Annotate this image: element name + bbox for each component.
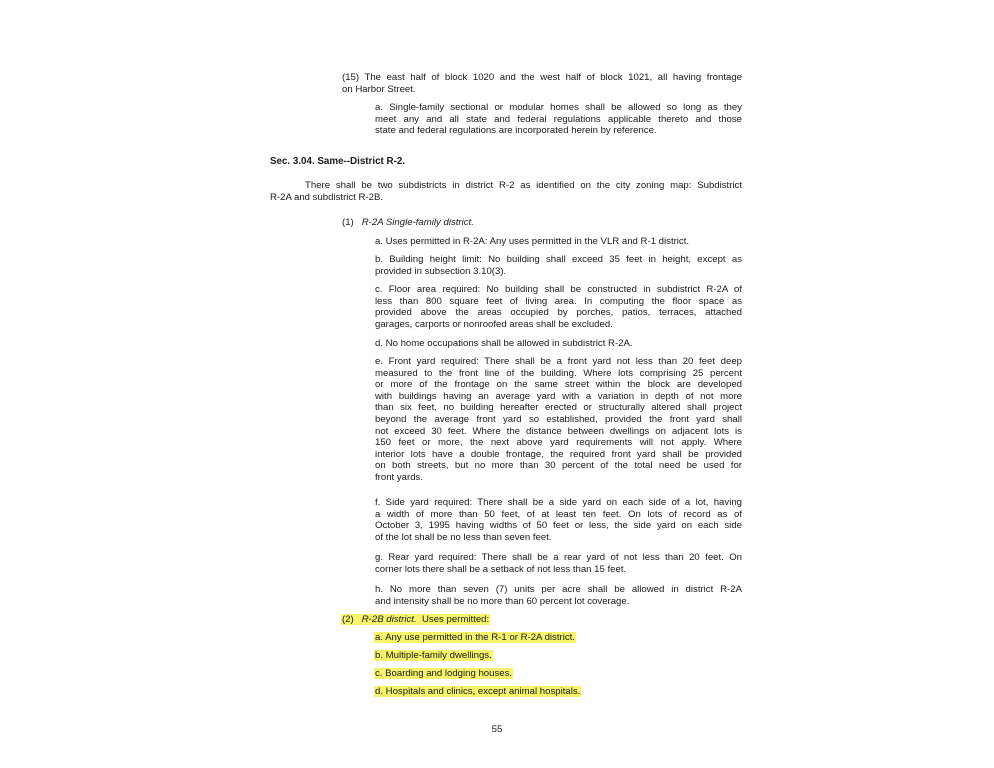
item-number: (2)	[342, 614, 354, 625]
paragraph-line: (15) The east half of block 1020 and the west half of block 1021, all having frontage	[342, 72, 742, 83]
paragraph-line: less than 800 square feet of living area. In computing the floor space as	[375, 295, 742, 307]
paragraph-line: front yards.	[375, 471, 423, 483]
paragraph-line: a. Uses permitted in R-2A: Any uses permitted in the VLR and R-1 district.	[375, 236, 690, 247]
paragraph-line: beyond the average front yard so established, provided the front yard shall	[375, 413, 742, 425]
paragraph-line: a width of more than 50 feet, of at least ten feet. On lots of record as of	[375, 508, 742, 520]
paragraph-line: d. No home occupations shall be allowed in subdistrict R-2A.	[375, 338, 633, 349]
paragraph-line: e. Front yard required: There shall be a front yard not less than 20 feet deep	[375, 356, 742, 367]
item-15-a	[375, 102, 742, 137]
paragraph-line: measured to the front line of the building. Where lots comprising 25 percent	[375, 367, 742, 379]
paragraph-line: c. Floor area required: No building shall be constructed in subdistrict R-2A of	[375, 284, 742, 295]
item-15	[342, 72, 742, 95]
paragraph-line: h. No more than seven (7) units per acre shall be allowed in district R-2A	[375, 584, 742, 595]
paragraph-line: state and federal regulations are incorporated herein by reference.	[375, 125, 657, 137]
paragraph-line: not exceed 30 feet. Where the distance between dwellings on adjacent lots is	[375, 425, 742, 437]
paragraph-line: provided in subsection 3.10(3).	[375, 265, 507, 277]
r2b-b	[374, 650, 493, 662]
r2b-c	[374, 668, 513, 680]
paragraph-line: with buildings having an average yard with a variation in depth of not more	[375, 390, 742, 402]
r2b-uses-label: Uses permitted:	[422, 614, 490, 625]
paragraph-line: b. Building height limit: No building shall exceed 35 feet in height, except as	[375, 254, 742, 265]
paragraph-line: of the lot shall be no less than seven feet.	[375, 531, 552, 543]
paragraph-line: interior lots have a double frontage, the required front yard shall be provided	[375, 448, 742, 460]
r2a-b	[375, 254, 742, 277]
paragraph-line: R-2A and subdistrict R-2B.	[270, 191, 384, 203]
section-intro	[270, 180, 742, 203]
paragraph-line: meet any and all state and federal regulations applicable thereto and those	[375, 113, 742, 125]
highlighted-text: b. Multiple-family dwellings.	[375, 650, 492, 661]
section-heading: Sec. 3.04. Same--District R-2.	[270, 156, 406, 167]
paragraph-line: on Harbor Street.	[342, 83, 416, 95]
paragraph-line: f. Side yard required: There shall be a side yard on each side of a lot, having	[375, 497, 742, 508]
r2a-h	[375, 584, 742, 607]
paragraph-line: g. Rear yard required: There shall be a rear yard of not less than 20 feet. On	[375, 552, 742, 563]
r2a-heading	[342, 217, 474, 229]
r2b-a	[374, 632, 576, 644]
r2b-heading	[341, 614, 490, 626]
r2a-d	[375, 338, 742, 350]
highlighted-text: a. Any use permitted in the R-1 or R-2A district.	[375, 632, 575, 643]
paragraph-line: than six feet, no building hereafter erected or structurally altered shall project	[375, 402, 742, 414]
r2a-a	[375, 236, 742, 248]
highlighted-text	[341, 614, 490, 625]
paragraph-line: 150 feet or more, the next above yard requirements will not apply. Where	[375, 437, 742, 449]
r2a-title: R-2A Single-family district.	[361, 217, 474, 228]
paragraph-line: or more of the frontage on the same street within the block are developed	[375, 379, 742, 391]
highlighted-text: d. Hospitals and clinics, except animal hospitals.	[375, 686, 581, 697]
highlighted-text: c. Boarding and lodging houses.	[375, 668, 513, 679]
paragraph-line: provided above the areas occupied by porches, patios, terraces, attached	[375, 307, 742, 319]
paragraph-line: October 3, 1995 having widths of 50 feet or less, the side yard on each side	[375, 520, 742, 532]
r2b-d	[374, 686, 581, 698]
paragraph-line: and intensity shall be no more than 60 percent lot coverage.	[375, 595, 630, 607]
paragraph-line: on both streets, but no more than 30 percent of the total need be used for	[375, 460, 742, 472]
item-number: (1)	[342, 217, 354, 228]
paragraph-line: garages, carports or nonroofed areas shall be excluded.	[375, 318, 613, 330]
page-number: 55	[491, 724, 503, 735]
paragraph-line: a. Single-family sectional or modular homes shall be allowed so long as they	[375, 102, 742, 113]
r2a-e	[375, 356, 742, 484]
r2a-g	[375, 552, 742, 575]
paragraph-line: There shall be two subdistricts in district R-2 as identified on the city zoning map: Subdistrict	[305, 180, 742, 191]
r2b-title: R-2B district.	[361, 614, 417, 625]
paragraph-line: corner lots there shall be a setback of not less than 15 feet.	[375, 563, 627, 575]
r2a-c	[375, 284, 742, 330]
r2a-f	[375, 497, 742, 543]
